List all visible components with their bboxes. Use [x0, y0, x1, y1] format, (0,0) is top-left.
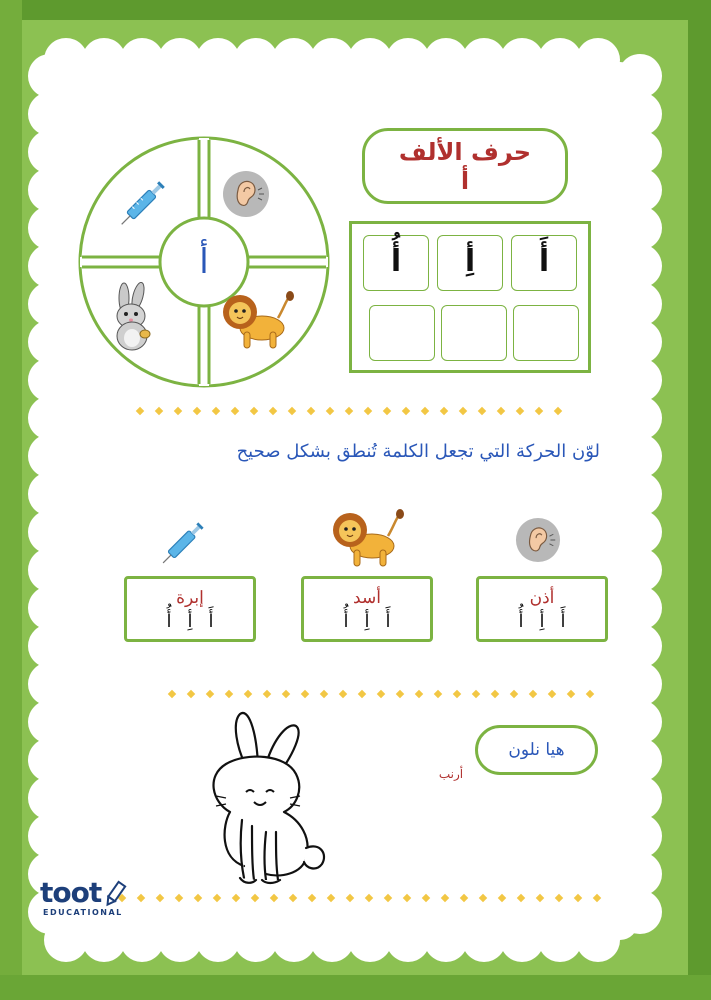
vowel-option-damma[interactable]: أُ — [166, 611, 172, 632]
word-label: أذن — [529, 588, 555, 608]
vowel-option-damma[interactable]: أُ — [518, 611, 524, 632]
title-letter: أ — [460, 167, 470, 195]
letter-wheel — [76, 134, 332, 390]
grid-cell-empty[interactable] — [369, 305, 435, 361]
syringe-icon — [154, 510, 216, 572]
word-card-needle — [124, 576, 256, 642]
word-label: إبرة — [176, 588, 204, 608]
toot-logo — [40, 878, 140, 930]
logo-subtitle: EDUCATIONAL — [43, 908, 123, 917]
lion-icon — [328, 506, 406, 572]
grid-cell-kasra: أِ — [437, 235, 503, 291]
vowel-option-kasra[interactable]: أِ — [364, 611, 370, 632]
logo-text: toot — [40, 876, 102, 909]
instruction-text: لوّن الحركة التي تجعل الكلمة تُنطق بشكل صحيح — [236, 441, 600, 462]
rabbit-icon — [104, 282, 160, 354]
vowel-option-damma[interactable]: أُ — [343, 611, 349, 632]
syringe-icon — [112, 168, 178, 234]
ear-icon — [515, 517, 561, 563]
rabbit-coloring-outline[interactable] — [196, 708, 336, 888]
word-card-lion — [301, 576, 433, 642]
letter-grid — [349, 221, 591, 373]
ear-icon — [222, 170, 270, 218]
vowel-option-kasra[interactable]: أِ — [187, 611, 193, 632]
coloring-prompt: هيا نلون — [475, 725, 598, 775]
wheel-center-letter: أ — [199, 242, 209, 282]
vowel-option-fatha[interactable]: أَ — [385, 611, 391, 632]
pencil-icon — [102, 880, 128, 908]
rabbit-word-label: أرنب — [438, 767, 464, 781]
word-label: أسد — [353, 588, 381, 608]
vowel-options — [127, 611, 253, 633]
grid-cell-damma: أُ — [363, 235, 429, 291]
title-box — [362, 128, 568, 204]
grid-cell-empty[interactable] — [441, 305, 507, 361]
grid-cell-fatha: أَ — [511, 235, 577, 291]
grid-cell-empty[interactable] — [513, 305, 579, 361]
vowel-option-fatha[interactable]: أَ — [208, 611, 214, 632]
vowel-option-kasra[interactable]: أِ — [539, 611, 545, 632]
vowel-option-fatha[interactable]: أَ — [560, 611, 566, 632]
vowel-options — [479, 611, 605, 633]
lion-icon — [218, 288, 296, 354]
page-title: حرف الألف — [398, 138, 532, 166]
word-card-ear — [476, 576, 608, 642]
vowel-options — [304, 611, 430, 633]
